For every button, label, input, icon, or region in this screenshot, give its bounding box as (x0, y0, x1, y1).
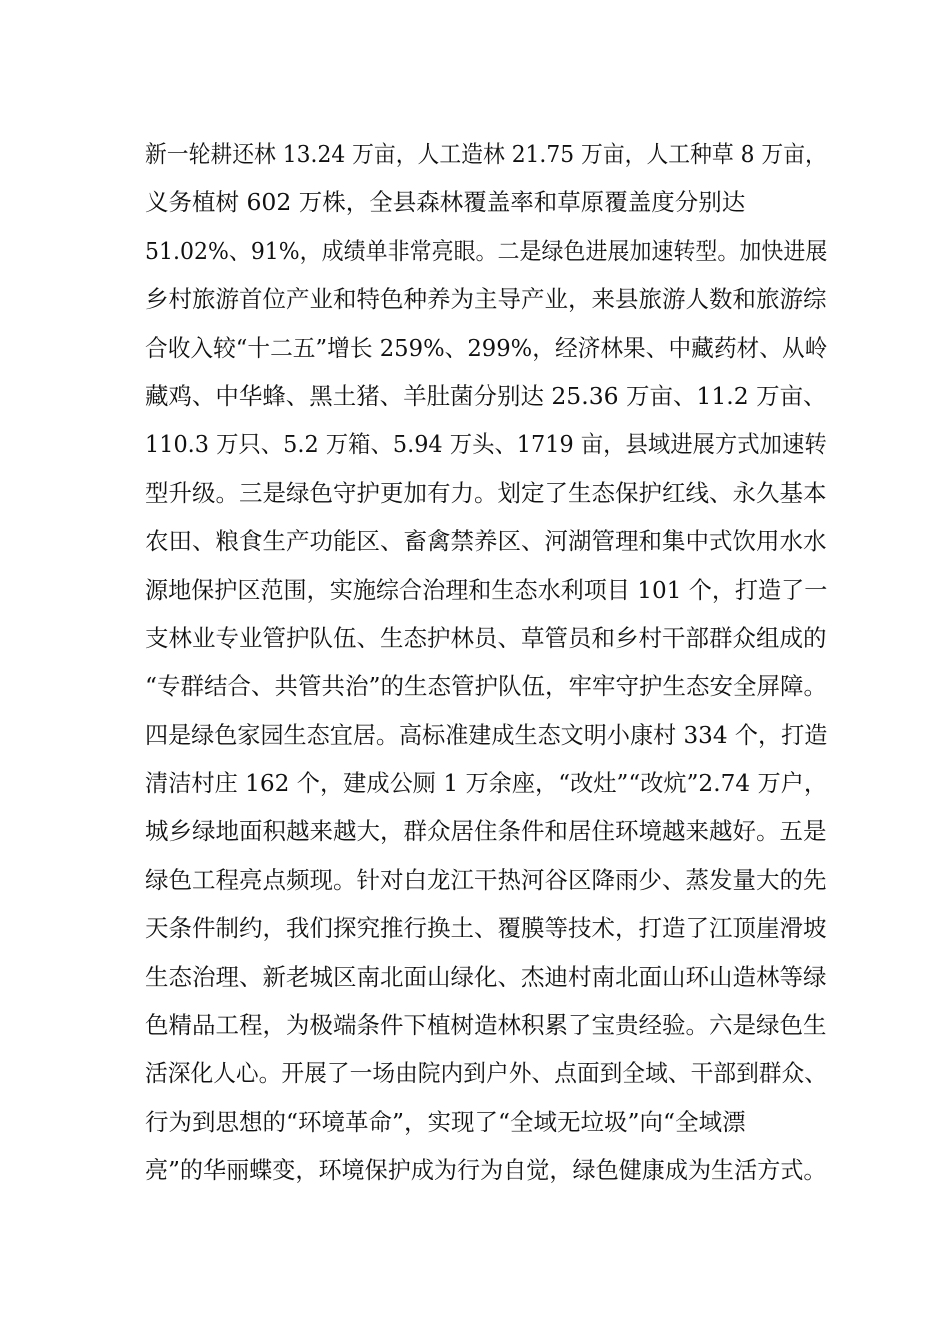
text-line-8: 型升级。三是绿色守护更加有力。划定了生态保护红线、永久基本 (145, 478, 827, 507)
text-line-5: 合收入较“十二五”增长 259%、299%，经济林果、中藏药材、从岭 (145, 333, 828, 362)
text-line-16: 绿色工程亮点频现。针对白龙江干热河谷区降雨少、蒸发量大的先 (145, 865, 827, 894)
text-line-15: 城乡绿地面积越来越大，群众居住条件和居住环境越来越好。五是 (145, 817, 827, 846)
text-line-1: 新一轮耕还林 13.24 万亩，人工造林 21.75 万亩，人工种草 8 万亩， (145, 140, 827, 168)
text-line-18: 生态治理、新老城区南北面山绿化、杰迪村南北面山环山造林等绿 (145, 962, 827, 991)
text-line-17: 天条件制约，我们探究推行换土、覆膜等技术，打造了江顶崖滑坡 (145, 914, 827, 943)
text-line-12: “专群结合、共管共治”的生态管护队伍，牢牢守护生态安全屏障。 (145, 672, 828, 701)
text-line-6: 藏鸡、中华蜂、黑土猪、羊肚菌分别达 25.36 万亩、11.2 万亩、 (145, 381, 827, 410)
text-line-22: 亮”的华丽蝶变，环境保护成为行为自觉，绿色健康成为生活方式。 (145, 1156, 827, 1185)
text-line-7: 110.3 万只、5.2 万箱、5.94 万头、1719 亩，县域进展方式加速转 (145, 430, 827, 459)
body-paragraph (145, 130, 827, 1195)
text-line-4: 乡村旅游首位产业和特色种养为主导产业，来县旅游人数和旅游综 (145, 285, 827, 314)
text-line-2: 义务植树 602 万株，全县森林覆盖率和草原覆盖度分别达 (145, 188, 746, 217)
text-line-9: 农田、粮食生产功能区、畜禽禁养区、河湖管理和集中式饮用水水 (145, 527, 827, 556)
text-line-10: 源地保护区范围，实施综合治理和生态水利项目 101 个，打造了一 (145, 575, 828, 604)
text-line-19: 色精品工程，为极端条件下植树造林积累了宝贵经验。六是绿色生 (145, 1011, 827, 1040)
text-line-11: 支林业专业管护队伍、生态护林员、草管员和乡村干部群众组成的 (145, 623, 827, 652)
text-line-20: 活深化人心。开展了一场由院内到户外、点面到全域、干部到群众、 (145, 1059, 827, 1088)
text-line-21: 行为到思想的“环境革命”，实现了“全域无垃圾”向“全域漂 (145, 1107, 746, 1136)
text-line-13: 四是绿色家园生态宜居。高标准建成生态文明小康村 334 个，打造 (145, 720, 828, 749)
text-line-3: 51.02%、91%，成绩单非常亮眼。二是绿色进展加速转型。加快进展 (145, 236, 828, 265)
text-line-14: 清洁村庄 162 个，建成公厕 1 万余座，“改灶”“改炕”2.74 万户， (145, 769, 828, 798)
